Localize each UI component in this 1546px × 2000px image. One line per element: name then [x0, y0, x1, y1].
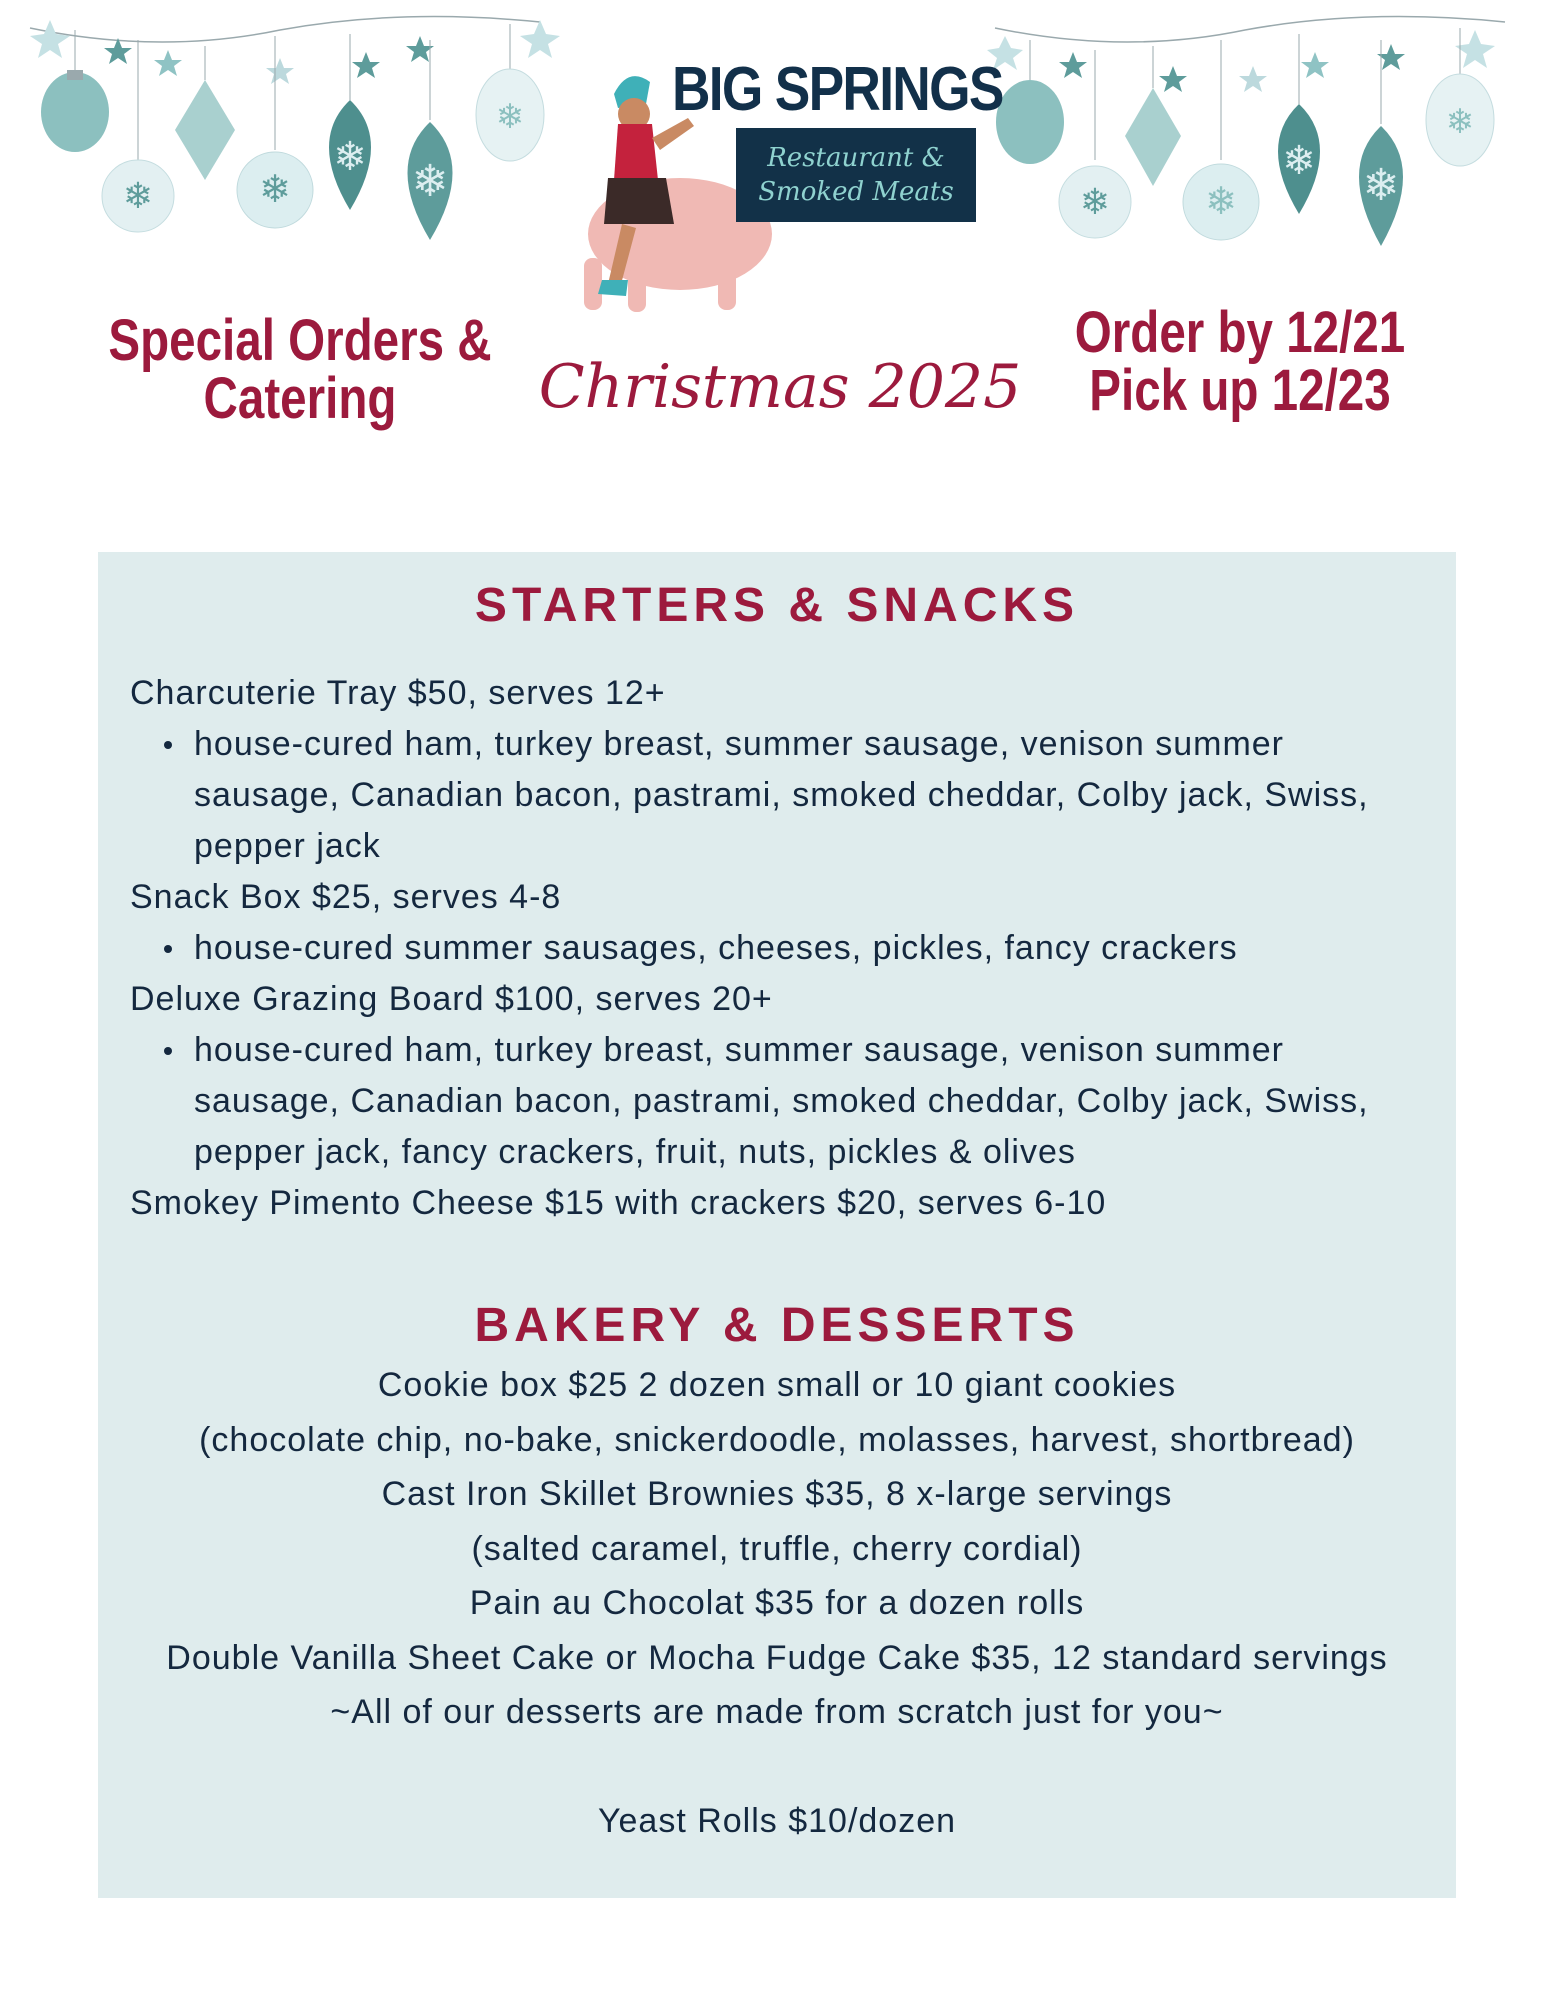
- svg-text:❄: ❄: [1445, 103, 1475, 141]
- brand-subtitle-box: [736, 128, 976, 222]
- menu-item-yeast-rolls: Yeast Rolls $10/dozen: [597, 1801, 957, 1840]
- menu-item-cookie-box: Cookie box $25 2 dozen small or 10 giant cookies: [377, 1366, 1177, 1404]
- special-orders-line-1: Special Orders &: [108, 308, 492, 373]
- ornament-garland-icon: [20, 0, 560, 250]
- menu-item-details: house-cured summer sausages, cheeses, pickles, fancy crackers: [130, 923, 1430, 974]
- svg-text:❄: ❄: [1079, 181, 1111, 222]
- svg-text:❄: ❄: [333, 135, 367, 179]
- starters-section-title: STARTERS & SNACKS: [474, 579, 1080, 632]
- brand-subtitle-line-1: Restaurant &: [767, 143, 945, 173]
- svg-text:❄: ❄: [1282, 139, 1316, 183]
- menu-panel: [98, 552, 1456, 1898]
- order-deadline-heading: [1000, 300, 1480, 423]
- menu-item-cookie-flavors: (chocolate chip, no-bake, snickerdoodle, molasses, harvest, shortbread): [199, 1420, 1355, 1459]
- starters-list: [130, 668, 1430, 1229]
- pickup-date: Pick up 12/23: [1089, 358, 1391, 423]
- season-title: Christmas 2025: [538, 352, 1022, 422]
- ornament-garland-right: [985, 0, 1525, 250]
- svg-text:❄: ❄: [122, 175, 154, 216]
- menu-item-grazing-board: Deluxe Grazing Board $100, serves 20+: [130, 980, 773, 1018]
- menu-item-details: house-cured ham, turkey breast, summer sausage, venison summer sausage, Canadian bacon, pastrami, smoked cheddar, Colby jack, Swiss, pepper jack, fancy crackers, fruit, nuts, pickles & olives: [130, 1025, 1430, 1178]
- brand-subtitle-line-2: Smoked Meats: [758, 177, 954, 207]
- svg-text:❄: ❄: [1362, 161, 1400, 210]
- special-orders-line-2: Catering: [203, 366, 397, 431]
- menu-item-charcuterie-tray: Charcuterie Tray $50, serves 12+: [130, 674, 666, 712]
- menu-item-brownie-flavors: (salted caramel, truffle, cherry cordial): [471, 1529, 1083, 1568]
- menu-item-pimento-cheese: Smokey Pimento Cheese $15 with crackers $20, serves 6-10: [130, 1184, 1107, 1222]
- spacer: [98, 1740, 1456, 1794]
- order-by-date: Order by 12/21: [1074, 300, 1406, 365]
- svg-text:❄: ❄: [411, 157, 449, 206]
- brand-name: BIG SPRINGS: [672, 55, 1003, 124]
- menu-item-sheet-cake: Double Vanilla Sheet Cake or Mocha Fudge Cake $35, 12 standard servings: [166, 1638, 1388, 1677]
- menu-item-details: house-cured ham, turkey breast, summer sausage, venison summer sausage, Canadian bacon, pastrami, smoked cheddar, Colby jack, Swiss, pepper jack: [130, 719, 1430, 872]
- menu-item-pain-au-chocolat: Pain au Chocolat $35 for a dozen rolls: [469, 1584, 1085, 1622]
- bakery-note: ~All of our desserts are made from scratch just for you~: [330, 1693, 1224, 1731]
- svg-text:❄: ❄: [495, 98, 525, 136]
- svg-text:❄: ❄: [259, 169, 291, 211]
- menu-item-snack-box: Snack Box $25, serves 4-8: [130, 878, 562, 916]
- svg-text:❄: ❄: [1205, 181, 1237, 223]
- menu-item-brownies: Cast Iron Skillet Brownies $35, 8 x-large servings: [381, 1475, 1173, 1513]
- ornament-garland-icon: [985, 0, 1525, 250]
- bakery-section-title: BAKERY & DESSERTS: [474, 1299, 1080, 1352]
- ornament-garland-left: [20, 0, 560, 250]
- special-orders-heading: [40, 308, 560, 431]
- restaurant-logo: [548, 48, 1003, 320]
- bakery-list: [98, 1358, 1456, 1848]
